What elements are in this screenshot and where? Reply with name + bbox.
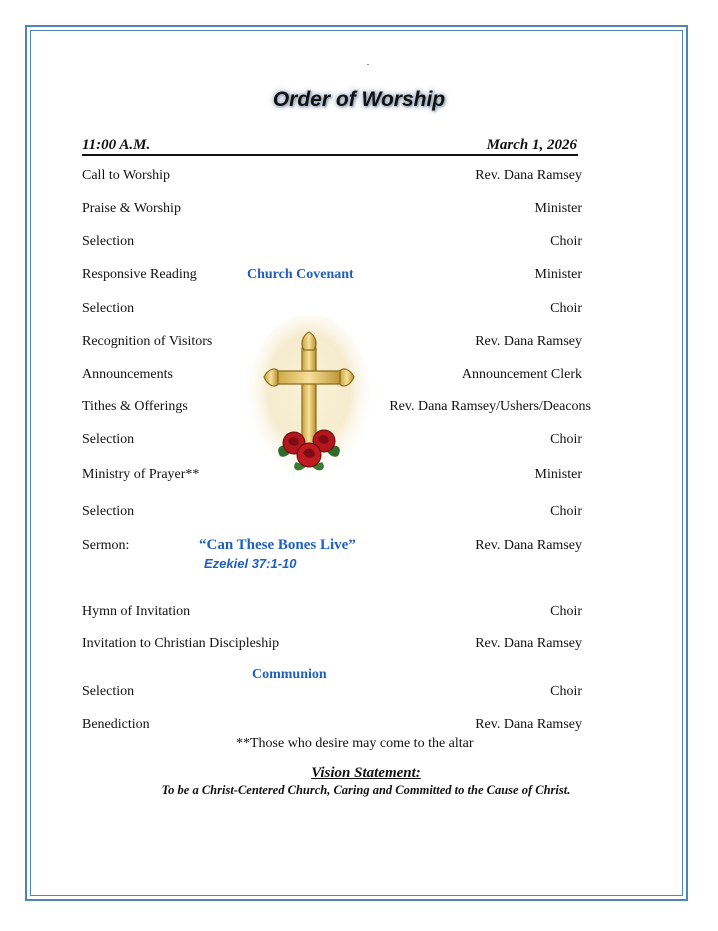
- program-item: [82, 234, 582, 252]
- communion-label: Communion: [252, 667, 327, 682]
- item-label: Announcements: [82, 367, 173, 382]
- item-label: Praise & Worship: [82, 201, 181, 216]
- service-date: March 1, 2026: [486, 137, 577, 153]
- program-item: [82, 604, 582, 622]
- program-item: [82, 168, 582, 186]
- item-label: Selection: [82, 301, 135, 316]
- item-leader: Announcement Clerk: [461, 367, 582, 382]
- item-label: Responsive Reading: [82, 267, 197, 282]
- item-label: Call to Worship: [82, 168, 171, 183]
- item-leader: Choir: [550, 301, 582, 316]
- item-leader: Rev. Dana Ramsey: [475, 334, 582, 349]
- item-label: Selection: [82, 432, 135, 447]
- item-label: Ministry of Prayer**: [82, 467, 200, 482]
- item-leader: Rev. Dana Ramsey: [475, 168, 582, 183]
- item-leader: Choir: [550, 604, 582, 619]
- item-leader: Choir: [550, 234, 582, 249]
- program-item: [82, 201, 582, 219]
- sermon-scripture: Ezekiel 37:1-10: [204, 556, 297, 571]
- item-leader: Rev. Dana Ramsey: [475, 538, 582, 553]
- vision-heading: Vision Statement:: [311, 765, 421, 781]
- item-leader: Rev. Dana Ramsey: [475, 636, 582, 651]
- program-item: [82, 717, 582, 735]
- item-label: Selection: [82, 684, 135, 699]
- item-leader: Choir: [550, 684, 582, 699]
- item-label: Invitation to Christian Discipleship: [82, 636, 280, 651]
- item-leader: Minister: [534, 267, 582, 282]
- cross-with-roses-icon: [244, 316, 374, 488]
- item-label: Hymn of Invitation: [82, 604, 191, 619]
- item-label: Selection: [82, 234, 135, 249]
- stray-mark: [367, 64, 369, 65]
- item-leader: Choir: [550, 504, 582, 519]
- item-leader: Rev. Dana Ramsey: [475, 717, 582, 732]
- item-label: Sermon:: [82, 538, 130, 553]
- vision-statement: To be a Christ-Centered Church, Caring and Committed to the Cause of Christ.: [161, 783, 571, 797]
- item-label: Tithes & Offerings: [82, 399, 188, 414]
- sermon-title: “Can These Bones Live”: [199, 537, 356, 553]
- item-label: Selection: [82, 504, 135, 519]
- item-leader: Choir: [550, 432, 582, 447]
- item-label: Recognition of Visitors: [82, 334, 213, 349]
- program-item: [82, 504, 582, 522]
- item-leader: Rev. Dana Ramsey/Ushers/Deacons: [389, 399, 591, 414]
- page-title: Order of Worship: [272, 88, 446, 111]
- item-label: Benediction: [82, 717, 150, 732]
- item-leader: Minister: [534, 467, 582, 482]
- service-time: 11:00 A.M.: [82, 137, 151, 153]
- altar-note: **Those who desire may come to the altar: [236, 736, 474, 751]
- program-item: [82, 636, 582, 654]
- program-item: [82, 684, 582, 702]
- responsive-reading-title: Church Covenant: [247, 267, 354, 282]
- item-leader: Minister: [534, 201, 582, 216]
